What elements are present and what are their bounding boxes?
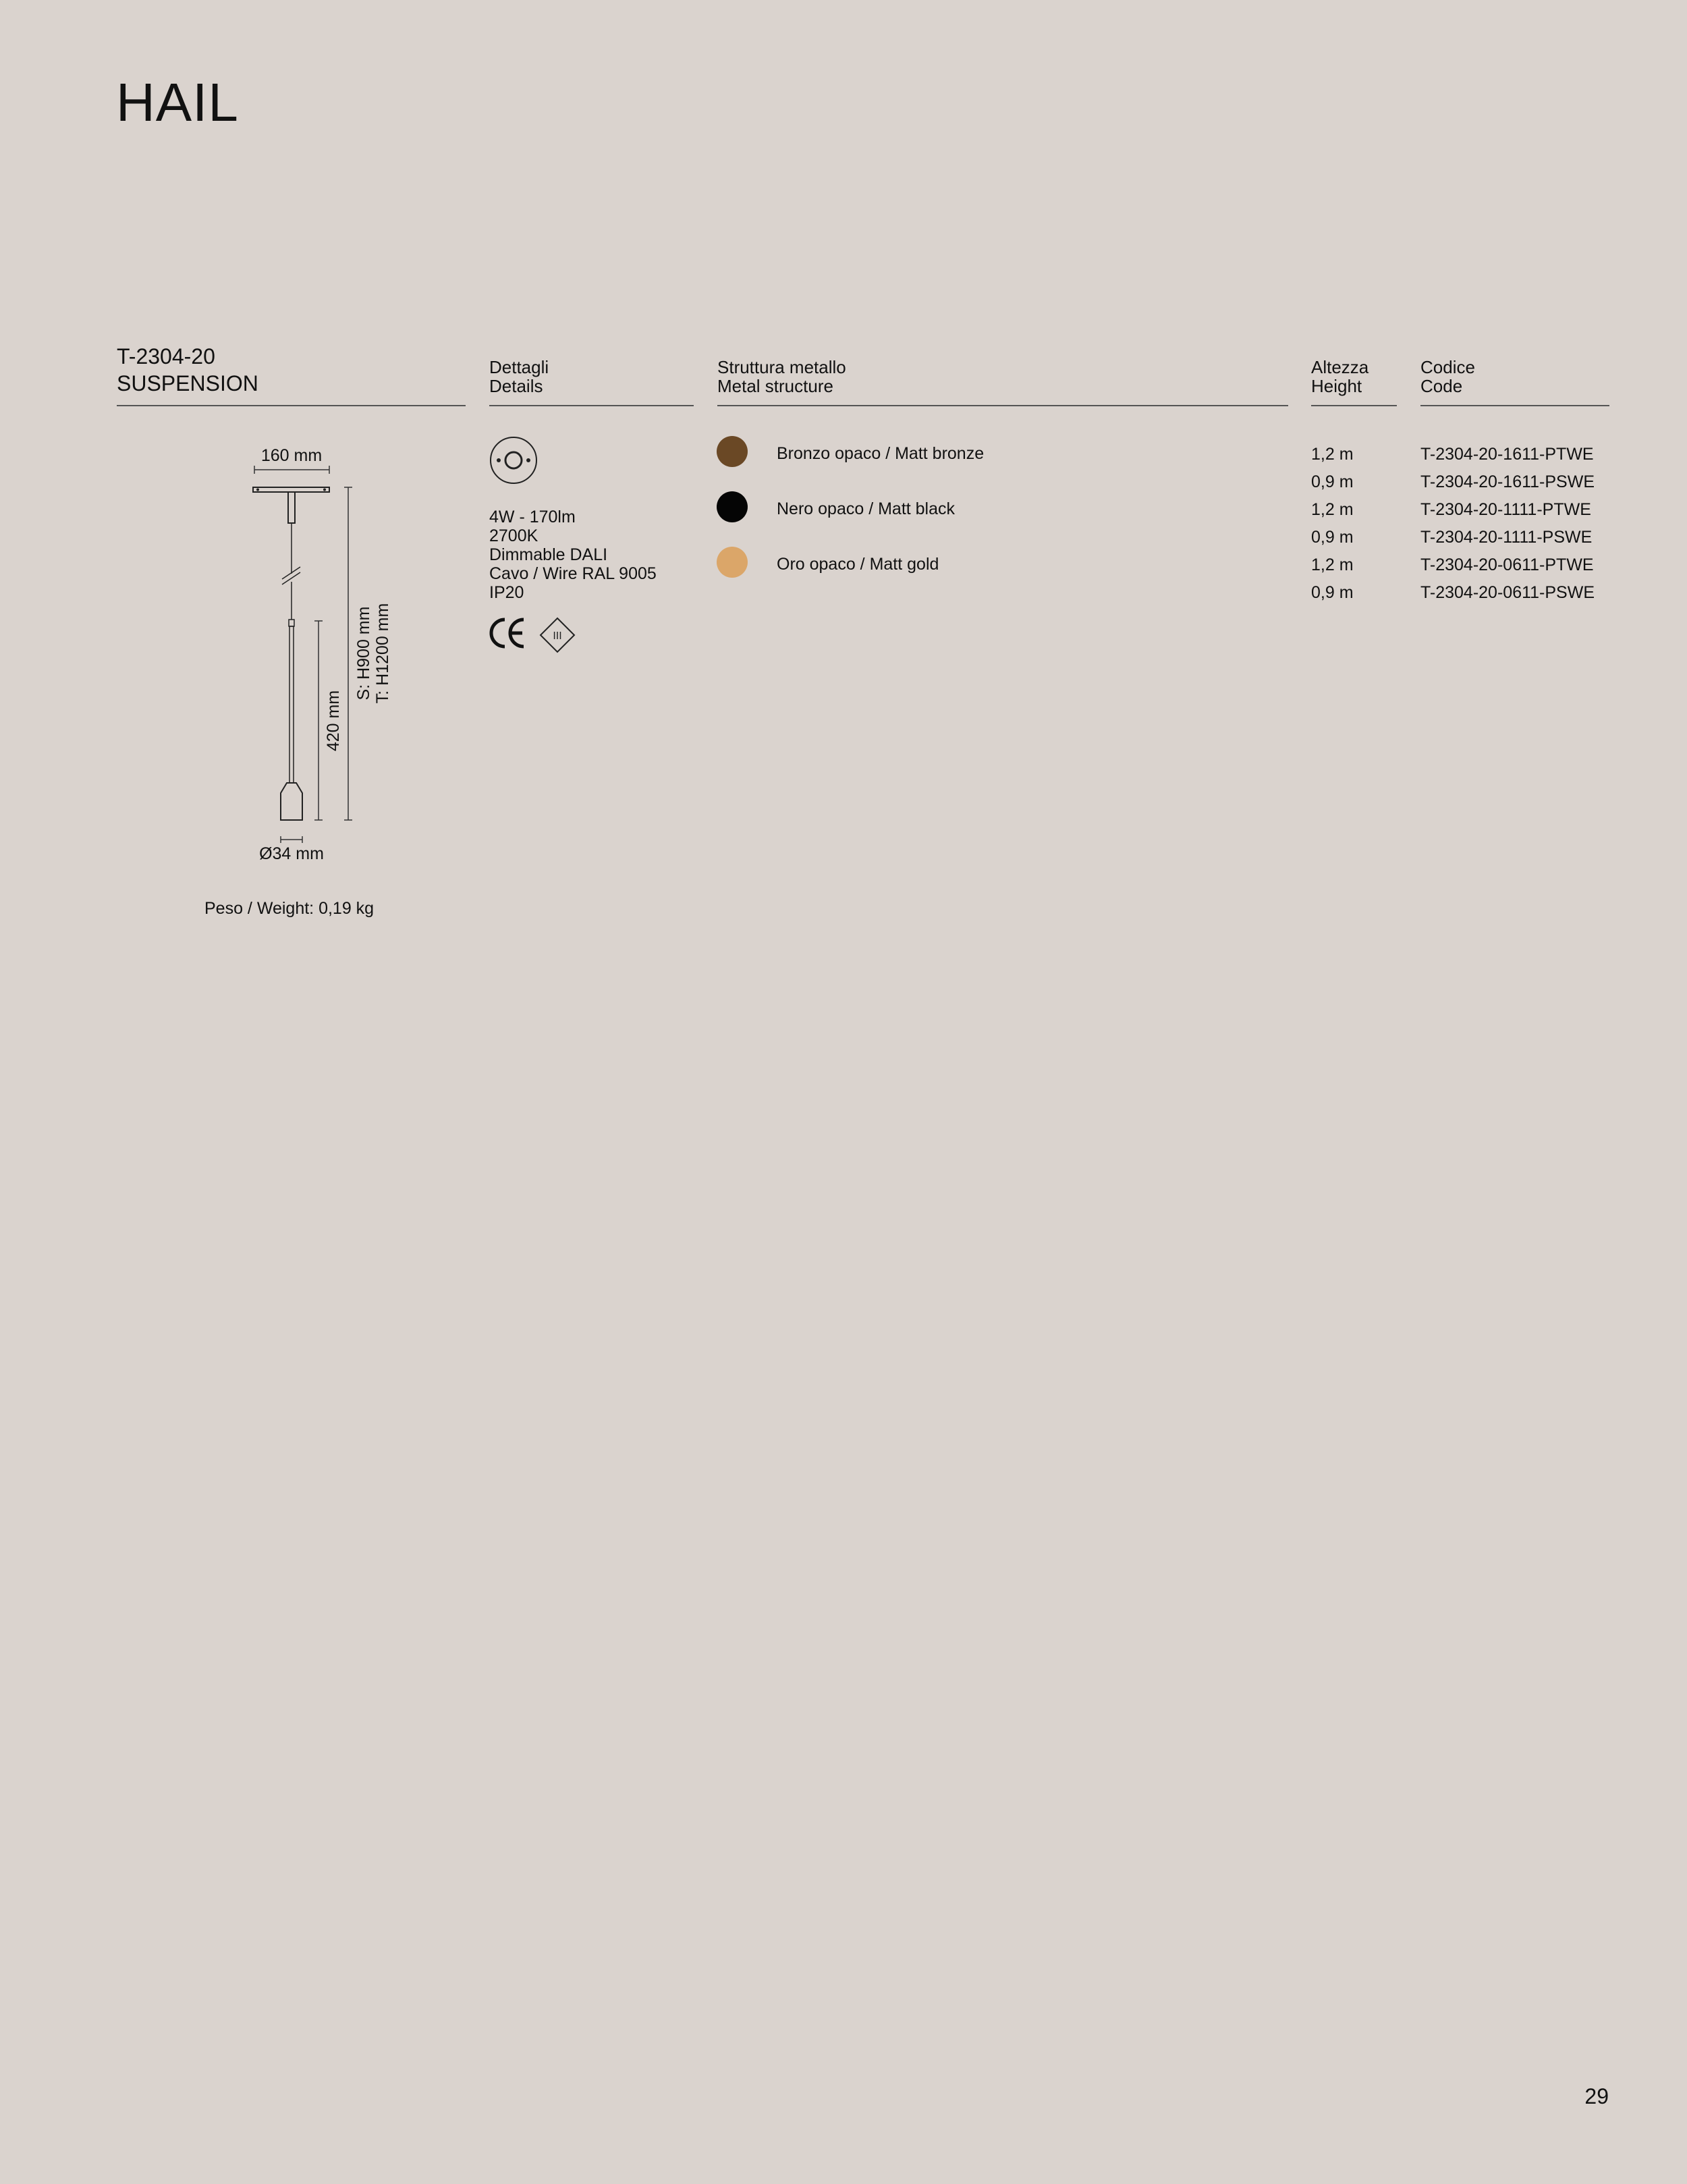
height-values-list — [1311, 445, 1354, 611]
finish-label-bronze: Bronzo opaco / Matt bronze — [777, 444, 985, 463]
track-adapter-bar — [253, 487, 329, 492]
product-technical-drawing — [229, 439, 418, 871]
product-code-value: T-2304-20-1111-PTWE — [1420, 500, 1591, 519]
structure-header-rule — [717, 405, 1288, 406]
track-adapter-icon — [489, 436, 538, 485]
spec-wire: Cavo / Wire RAL 9005 — [489, 564, 657, 583]
spec-color-temperature: 2700K — [489, 526, 538, 545]
details-header — [489, 358, 549, 395]
details-header-it: Dettagli — [489, 357, 549, 377]
height-header-rule — [1311, 405, 1397, 406]
code-values-list — [1420, 445, 1595, 611]
class-iii-icon — [539, 617, 576, 653]
class-iii-text: III — [553, 630, 562, 642]
height-value: 1,2 m — [1311, 555, 1354, 574]
ce-mark-icon — [489, 616, 529, 653]
body-height-label: 420 mm — [324, 690, 343, 752]
height-value: 1,2 m — [1311, 500, 1354, 519]
height-value: 1,2 m — [1311, 445, 1354, 464]
code-header-rule — [1420, 405, 1609, 406]
finish-label-black: Nero opaco / Matt black — [777, 499, 956, 518]
spec-ip-rating: IP20 — [489, 583, 524, 602]
width-dimension-label: 160 mm — [260, 446, 323, 465]
height-header-en: Height — [1311, 376, 1362, 396]
spec-power: 4W - 170lm — [489, 508, 576, 526]
weight-label: Peso / Weight: 0,19 kg — [204, 899, 375, 918]
spec-dimming: Dimmable DALI — [489, 545, 608, 564]
height-value: 0,9 m — [1311, 472, 1354, 491]
product-code: T-2304-20 — [117, 344, 215, 368]
finish-swatch-bronze — [717, 436, 748, 467]
height-label-t: T: H1200 mm — [373, 603, 392, 704]
height-header-it: Altezza — [1311, 357, 1369, 377]
code-header-en: Code — [1420, 376, 1463, 396]
code-header — [1420, 358, 1475, 395]
details-header-rule — [489, 405, 694, 406]
product-code-value: T-2304-20-1111-PSWE — [1420, 528, 1593, 547]
height-header — [1311, 358, 1368, 395]
structure-header-it: Struttura metallo — [717, 357, 846, 377]
structure-header-en: Metal structure — [717, 376, 833, 396]
lamp-body — [289, 626, 294, 783]
details-spec-list — [489, 508, 657, 602]
structure-header — [717, 358, 846, 395]
height-value: 0,9 m — [1311, 583, 1354, 602]
product-code-value: T-2304-20-1611-PTWE — [1420, 445, 1594, 464]
height-value: 0,9 m — [1311, 528, 1354, 547]
lamp-head — [281, 783, 302, 820]
adapter-stem — [288, 492, 295, 523]
details-header-en: Details — [489, 376, 543, 396]
page-title: HAIL — [116, 72, 239, 132]
finish-swatch-gold — [717, 547, 748, 578]
product-code-value: T-2304-20-0611-PSWE — [1420, 583, 1595, 602]
code-header-it: Codice — [1420, 357, 1475, 377]
finish-label-gold: Oro opaco / Matt gold — [777, 555, 939, 574]
product-type: SUSPENSION — [117, 371, 258, 395]
product-header-rule — [117, 405, 466, 406]
finish-swatch-black — [717, 491, 748, 522]
height-label-s: S: H900 mm — [354, 606, 373, 701]
product-header — [117, 343, 258, 397]
diameter-label: Ø34 mm — [259, 844, 324, 863]
product-code-value: T-2304-20-0611-PTWE — [1420, 555, 1594, 574]
page-number: 29 — [1584, 2084, 1609, 2108]
product-code-value: T-2304-20-1611-PSWE — [1420, 472, 1595, 491]
